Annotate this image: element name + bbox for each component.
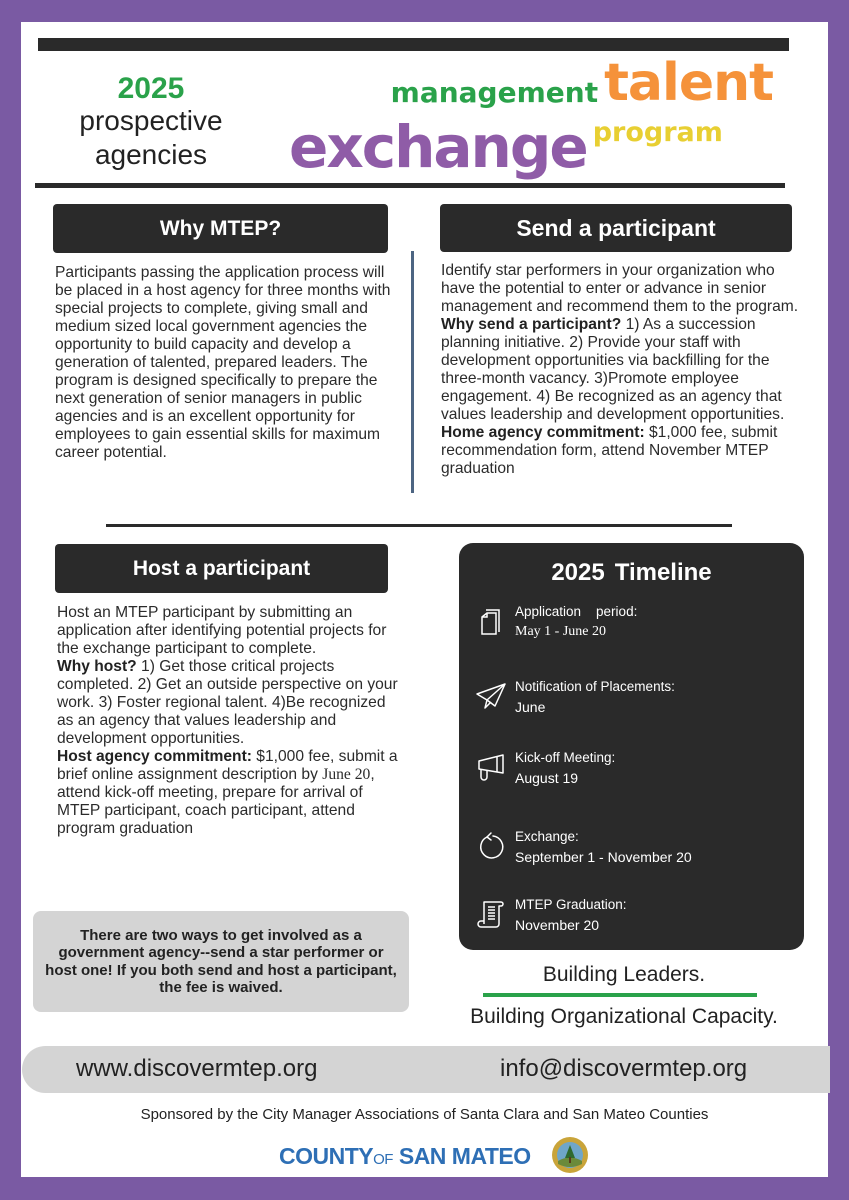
tagline-divider — [483, 993, 757, 997]
timeline-value: June — [515, 699, 546, 715]
send-commit-text: $1,000 fee, submit recommendation form, attend November MTEP graduation — [441, 424, 778, 477]
timeline-value: September 1 - November 20 — [515, 849, 692, 865]
timeline-item-graduation — [459, 896, 804, 940]
timeline-value: May 1 - June 20 — [515, 624, 606, 639]
timeline-value: August 19 — [515, 770, 579, 786]
subtitle-line-2: agencies — [94, 139, 208, 170]
timeline-heading: Timeline — [614, 559, 712, 586]
megaphone-icon — [475, 751, 507, 783]
send-why-text: 1) As a succession planning initiative. 2) Provide your staff with development opportunities via backfilling for the three-month vacancy. 3)Promote employee engagement. 4) Be recognized as an agency that values leadership and development opportunities. — [441, 316, 785, 423]
host-intro: Host an MTEP participant by submitting an application after identifying potential projects for the exchange participant to complete. — [57, 604, 387, 657]
header-year: 2025 — [117, 72, 185, 105]
send-commit-label: Home agency commitment: — [441, 424, 645, 441]
county-word: COUNTY — [279, 1143, 374, 1169]
send-intro: Identify star performers in your organization who have the potential to enter or advance in senior management and recommend them to the program. — [441, 262, 799, 315]
timeline-item-notification — [459, 678, 804, 722]
host-commit-date: June 20 — [322, 766, 371, 783]
documents-icon — [475, 605, 507, 637]
tagline-building-leaders: Building Leaders. — [542, 963, 706, 986]
header-divider — [35, 183, 785, 188]
county-name: SAN MATEO — [392, 1143, 531, 1169]
why-mtep-body: Participants passing the application process will be placed in a host agency for three months with special projects to complete, giving small and medium sized local government agencies the opportunity to build capacity and develop a generation of talented, prepared leaders. The program is designed specifically to prepare the next generation of senior managers in public agencies and is an excellent opportunity for employees to gain essential skills for maximum career potential. — [55, 264, 391, 461]
timeline-label: Application period: — [515, 604, 638, 619]
timeline-year: 2025 — [551, 559, 605, 586]
column-divider — [411, 251, 414, 493]
host-commit-label: Host agency commitment: — [57, 748, 252, 765]
timeline-item-application — [459, 603, 804, 647]
logo-talent: talent — [604, 53, 773, 113]
host-participant-body — [57, 604, 405, 838]
logo-program: program — [592, 117, 723, 148]
tagline-building-capacity: Building Organizational Capacity. — [470, 1005, 778, 1028]
county-of-san-mateo-logo — [279, 1136, 599, 1176]
timeline-label: Kick-off Meeting: — [515, 750, 616, 765]
sponsor-text: Sponsored by the City Manager Associations of Santa Clara and San Mateo Counties — [140, 1106, 709, 1123]
timeline-label: Exchange: — [515, 829, 579, 844]
host-commit-text-a: $1,000 fee, submit a brief online assignment description by — [57, 748, 398, 783]
host-why-label: Why host? — [57, 658, 137, 675]
timeline-title — [459, 559, 804, 587]
logo-row-top — [283, 53, 803, 113]
host-why-text: 1) Get those critical projects completed. 2) Get an outside perspective on your work. 3) Foster regional talent. 4)Be recognized as an agency that values leadership and development opportunities. — [57, 658, 398, 747]
logo-row-bottom — [283, 112, 803, 181]
header-subtitle — [46, 104, 256, 172]
timeline-panel — [459, 543, 804, 950]
callout-text: There are two ways to get involved as a government agency--send a star performer or host one! If you both send and host a participant, the fee is waived. — [45, 926, 397, 996]
timeline-value: November 20 — [515, 917, 600, 933]
paper-plane-icon — [475, 680, 507, 712]
involvement-callout — [33, 911, 409, 1012]
county-seal-icon — [551, 1136, 589, 1174]
logo-management: management — [390, 76, 599, 109]
why-mtep-heading: Why MTEP? — [53, 204, 388, 253]
logo-exchange: exchange — [289, 113, 587, 181]
section-divider — [106, 524, 732, 527]
refresh-icon — [475, 830, 507, 862]
host-commit-text-b: , attend kick-off meeting, prepare for arrival of MTEP participant, coach participant, attend program graduation — [57, 766, 375, 837]
website-link[interactable]: www.discovermtep.org — [76, 1055, 318, 1082]
timeline-item-exchange — [459, 828, 804, 872]
subtitle-line-1: prospective — [79, 105, 223, 136]
top-rule — [38, 38, 789, 51]
send-participant-body — [441, 262, 803, 478]
timeline-label: MTEP Graduation: — [515, 897, 627, 912]
timeline-item-kickoff — [459, 749, 804, 793]
timeline-label: Notification of Placements: — [515, 679, 675, 694]
scroll-icon — [475, 898, 507, 930]
flyer-page — [21, 22, 828, 1177]
send-why-label: Why send a participant? — [441, 316, 622, 333]
county-of-word: OF — [373, 1151, 393, 1168]
county-wordmark — [279, 1142, 531, 1174]
mtep-logo — [283, 54, 803, 182]
send-participant-heading: Send a participant — [440, 204, 792, 252]
email-link[interactable]: info@discovermtep.org — [500, 1055, 748, 1082]
host-participant-heading: Host a participant — [55, 544, 388, 593]
